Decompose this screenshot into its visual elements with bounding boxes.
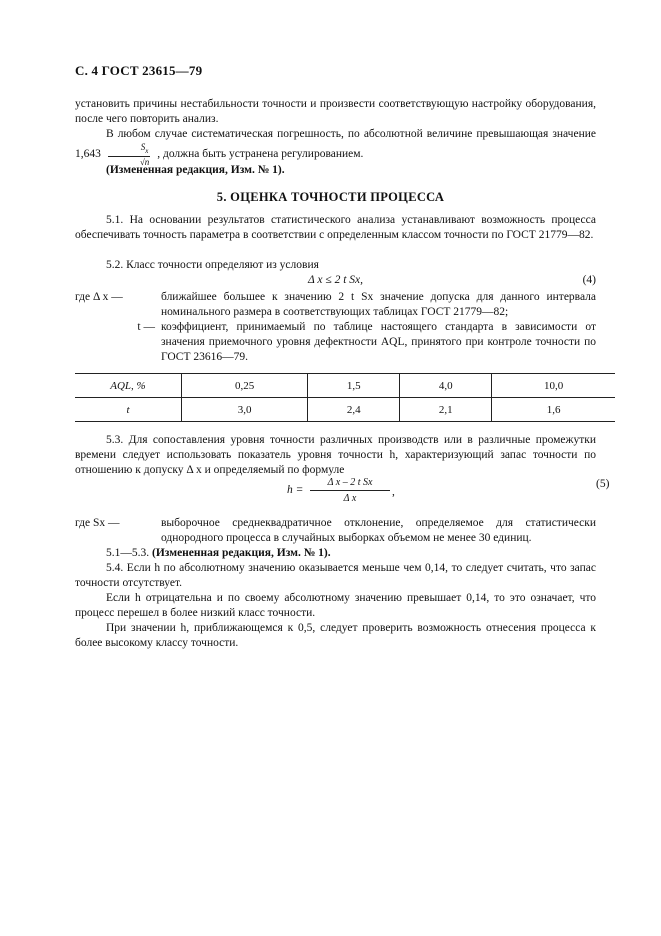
paragraph-5-4-negative: Если h отрицательна и по своему абсолютному значению превышает 0,14, то это означает, что процесс перешел в более низкий класс точности. xyxy=(75,592,596,619)
definition-term: где Sx — xyxy=(75,517,120,529)
paragraph-5-4: 5.4. Если h по абсолютному значению оказывается меньше чем 0,14, то следует считать, что запас точности отсутствует. xyxy=(75,562,596,589)
fraction-denominator: √n xyxy=(139,156,150,167)
definition-description: коэффициент, принимаемый по таблице настоящего стандарта в зависимости от значения приемочного уровня дефектности AQL, принятого при контроле точности по ГОСТ 23616—79. xyxy=(161,321,596,363)
definition-description: выборочное среднеквадратичное отклонение, определяемое для статистически однородного процесса в случайных выборках объемом не менее 30 единиц. xyxy=(161,517,596,544)
paragraph-5-1: 5.1. На основании результатов статистического анализа устанавливают возможность процесса обеспечивать точность параметра в соответствии с определенным классом точности по ГОСТ 21779—82. xyxy=(75,214,596,241)
definition-row xyxy=(75,516,596,546)
table-cell: 3,0 xyxy=(182,398,308,422)
fraction-numerator-sub: x xyxy=(145,146,149,155)
amendment-note-2 xyxy=(75,546,596,561)
formula-4 xyxy=(75,273,596,288)
formula-5-number: (5) xyxy=(596,478,610,490)
definitions-1 xyxy=(75,290,596,365)
table-row-header: AQL, % xyxy=(75,374,182,398)
page-header: С. 4 ГОСТ 23615—79 xyxy=(75,63,203,78)
formula-5-fraction xyxy=(310,477,390,504)
table-cell: 2,4 xyxy=(308,398,400,422)
paragraph-continuation: установить причины нестабильности точности и произвести соответствующую настройку оборудования, после чего повторить анализ. xyxy=(75,98,596,125)
formula-5-denominator: Δ x xyxy=(343,493,357,504)
table-row xyxy=(75,374,615,398)
paragraph-5-4-high: При значении h, приближающемся к 0,5, следует проверить возможность отнесения процесса к более высокому классу точности. xyxy=(75,622,596,649)
paragraph-text-b: , должна быть устранена регулированием. xyxy=(157,148,364,161)
table-cell: 1,6 xyxy=(492,398,615,422)
table-row xyxy=(75,398,615,422)
aql-table xyxy=(75,373,615,422)
definition-description: ближайшее большее к значению 2 t Sx значение допуска для данного интервала номинального размера в соответствующих таблицах ГОСТ 21779—82; xyxy=(161,291,596,318)
formula-5-numerator: Δ x – 2 t Sx xyxy=(310,477,390,491)
paragraph-5-3: 5.3. Для сопоставления уровня точности различных производств или в различные промежутки времени следует использовать показатель уровня точности h, характеризующий запас точности по отношению к допуску Δ x и определяемый по формуле xyxy=(75,434,596,476)
table-cell: 0,25 xyxy=(182,374,308,398)
definition-term: где Δ x — xyxy=(75,291,123,303)
definitions-2 xyxy=(75,516,596,546)
paragraph-text-a: В любом случае систематическая погрешность, по абсолютной величине превышающая значение 1,643 xyxy=(75,128,596,161)
definition-row xyxy=(75,290,596,320)
formula-4-number: (4) xyxy=(582,274,596,286)
amendment-note-1: (Измененная редакция, Изм. № 1). xyxy=(106,164,285,176)
amendment-text: (Измененная редакция, Изм. № 1). xyxy=(152,547,331,559)
amendment-prefix: 5.1—5.3. xyxy=(106,547,150,559)
fraction-numerator: S xyxy=(140,142,146,152)
section-title: 5. ОЦЕНКА ТОЧНОСТИ ПРОЦЕССА xyxy=(216,190,445,204)
definition-term: t — xyxy=(137,321,155,333)
paragraph-systematic-error xyxy=(75,127,596,167)
table-cell: 4,0 xyxy=(400,374,492,398)
table-cell: 10,0 xyxy=(492,374,615,398)
table-cell: 2,1 xyxy=(400,398,492,422)
formula-4-body: Δ x ≤ 2 t Sx, xyxy=(307,274,363,286)
table-row-header: t xyxy=(75,398,182,422)
formula-5-lhs: h = xyxy=(287,484,304,496)
formula-5-tail: , xyxy=(392,486,395,498)
paragraph-5-2: 5.2. Класс точности определяют из условия xyxy=(106,259,319,271)
table-cell: 1,5 xyxy=(308,374,400,398)
definition-row xyxy=(75,320,596,365)
